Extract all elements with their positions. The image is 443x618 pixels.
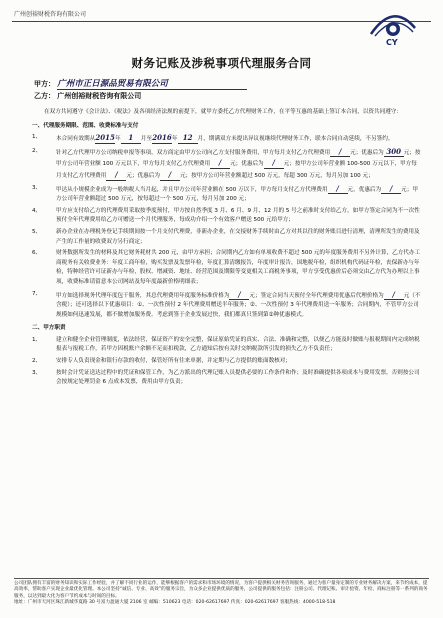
- clause-number: 2、: [32, 147, 42, 154]
- party-a-field: [57, 77, 247, 90]
- clause-seg: 年: [115, 136, 121, 143]
- party-a-name: 广州市正日源品贸易有限公司: [57, 79, 168, 89]
- page-title: 财务记账及涉税事项代理服务合同: [131, 56, 312, 70]
- clause-seg: 年: [171, 136, 178, 143]
- fee-field: /: [106, 170, 126, 181]
- clause-seg: 元；优惠后为: [126, 172, 160, 179]
- clause-text: [56, 290, 422, 321]
- clause-seg: 甲方如选择现务代理年度包干服务，其总代理费用年度服务标准价格为: [56, 292, 230, 299]
- header-company: 广州创裕财税咨询有限公司: [14, 11, 87, 18]
- clause-2-2: [32, 357, 422, 367]
- clause-2-1: [32, 336, 422, 355]
- clause-1-1: [32, 133, 422, 145]
- fee-field: /: [328, 184, 348, 195]
- clause-number: 6、: [32, 250, 42, 257]
- clause-number: 1、: [32, 134, 42, 141]
- fee-field: /: [381, 184, 401, 195]
- clause-number: 1、: [32, 336, 42, 343]
- clause-text: 财务数据所发生的材料及其它财务耗材共 200 元，由甲方承担；合同期内乙方如有单项收费不超过 500 元的年度服务费用不另外计算，乙方代办工商税务有关收费业务：年度工商年检，购买发票及发票年检，年度汇算清缴报告，年度审计报告，国地税年检，组织机构代码证年检，丧保新办与年检，特种经营许可证新办与年检，股权、增减资、地址、经营范围及期限等变更相关工商税务事项，甲方享受优惠价后必须交由乙方代为办理以上事项，收费标准请留意本公司网站及每年度最新价格明细表；: [56, 250, 421, 285]
- start-year-field: 2015: [95, 133, 115, 143]
- fee-field: /: [229, 290, 249, 301]
- clause-seg: 月，期满双方未提出异议视继续代理财务工作，联本合同自动延续，不另签约。: [197, 136, 394, 143]
- clause-text: 安排专人负责现金和银行存款的收付，保管好所有往来单据，并定期与乙方提供的账面数核对；: [56, 358, 291, 365]
- clause-number: 3、: [32, 369, 42, 376]
- clause-text: 建立和健全企业管理制度，依法经营，保证资产的安全完整，保证原始凭证的真实、合法、准确和完整，以便乙方能及时做账与报税期间内完成纳税报表与报税工作，若甲方因税账户余额不足而扣税款，乙方通知后按有关时交纳税款所引发的损失乙方不负责任；: [56, 336, 420, 353]
- intro-paragraph: 在双方共同遵守《会计法》、《税法》及各项经济法规的前提下，就甲方委托乙方代理财务工作，在平等互惠的基础上签订本合同，以资共同遵守：: [44, 109, 402, 115]
- discount-fee-field: 300: [384, 147, 404, 158]
- clause-text: [56, 147, 422, 182]
- party-b-label: 乙方：: [34, 92, 55, 100]
- end-month-field: 12: [178, 133, 198, 144]
- clause-text: 新办企业在办理税务登记手续期间按一个月支付代理费，非新办企业，在交接财务手续时由乙方对其以往的财务账目进行清理，清理所发生的费用及产生的工作量的收费双方另行商定；: [56, 228, 420, 245]
- fee-field: /: [264, 158, 284, 169]
- clause-seg: 元；按甲方公司年营业额超过 500 万元，每超 300 万元，每月另加 100 元；: [179, 172, 374, 179]
- clause-seg: 元；优惠后为: [350, 149, 384, 156]
- clause-seg: 月至: [140, 136, 152, 143]
- clause-seg: 元；签定合同当天预付全年代理费用优惠后代理价格为: [249, 292, 384, 299]
- clause-text: 甲方应支付给乙方的代理费用采取按季度预付，甲方按自然季度 3 月、6 月、9 月、12 月的 5 号之前准时支付给乙方，如甲方签定合同为不一次性预付全年代理费用给乙方可赠送一个月代理服务，每成功介绍一个有效客户赠送 500 元给甲方；: [56, 207, 420, 224]
- clause-number: 7、: [32, 290, 42, 297]
- clause-seg: 元，优惠后为: [347, 186, 382, 193]
- clause-number: 3、: [32, 184, 42, 191]
- logo-lettering: CY: [386, 38, 398, 47]
- page-footer: [14, 578, 429, 611]
- clause-text: [56, 184, 422, 205]
- party-a-line: [34, 77, 247, 90]
- clause-text: [56, 133, 422, 145]
- fee-field: /: [330, 147, 350, 158]
- clause-1-6: [32, 249, 422, 287]
- footer-note: 公司团队拥有丰富的财务知识和实际工作经验，并了解不同行业的运作，能够根据客户的需求和市场环境的情况，为客户提供相关财务咨询服务，通过为客户量身定制的专业财务解决方案，来节约成本，提高效率，帮助客户实现企业最优化管理。本公司坚持“诚信、专业、高效”的服务宗旨，为众多企业提供优质的服务，公司提供的服务包括：注册公司、代理记账、审计验资、年检、商标注册等一系列的商务服务，以达到最大化为客户节约成本与时间的目标。: [14, 581, 428, 599]
- party-b-name: 广州创裕财税咨询有限公司: [57, 92, 142, 100]
- clause-seg: 元；甲方公司年营业额超过 500 万元，按每超过一个 500 万元，每月另加 200 元；: [56, 186, 418, 203]
- end-year-field: 2016: [152, 133, 172, 143]
- section-2-title: 二、甲方职责: [32, 325, 66, 332]
- clause-seg: 本合同有效期从: [56, 136, 96, 143]
- fee-field: /: [210, 158, 230, 169]
- footer-address: 地址：广州市天河区珠江新城华夏路 30 号富力盈通大厦 2106 室 邮编：510623 电话：020-62617697 传真：020-62617697 客服热线：4000-518-518: [14, 600, 336, 606]
- clause-seg: 元；优惠后为: [230, 161, 264, 168]
- clause-number: 2、: [32, 358, 42, 365]
- clause-1-5: [32, 228, 422, 247]
- start-month-field: 1: [121, 133, 141, 144]
- section-1-title: 一、代理服务期限、范围、收费标准与支付: [32, 122, 139, 129]
- clause-seg: 甲达从小规模企业成为一般纳税人当月起，并且甲方公司年营业额在 500 万以下，甲方每月支付乙方代理费用: [56, 186, 328, 193]
- clause-1-4: [32, 207, 422, 226]
- party-b-line: [34, 91, 141, 101]
- clause-seg: 针对乙方代理甲方公司纳税申报等事项，双方商定由甲方公司向乙方支付服务费用，甲方每月支付乙方代理费用: [56, 149, 331, 156]
- contract-body: [32, 108, 422, 389]
- clause-1-3: [32, 184, 422, 205]
- clause-text: 按时会计凭证送达过程中的凭证和保管工作，为乙方派出的代理记账人员提供必要的工作条件和作；及时准确提供各项成本与费用发票，否则按公司会按规定处理罚金 6 点成本发票，费用由甲方负责；: [56, 369, 420, 386]
- clause-number: 4、: [32, 207, 42, 214]
- fee-field: /: [160, 170, 180, 181]
- fee-field: /: [384, 290, 404, 301]
- clause-seg: 元（不含税）；还可选择以下优惠项目：①、一次性预付 2 年代理费用赠送半年服务；②、一次性预付 3 年代理费用送一年服务；合同期内，不管甲方公司规模如何迅速发展，都不做增加服务费。考虑到签于企业发展过快，我们都真只签到第②种优惠模式。: [56, 292, 421, 318]
- clause-1-7: [32, 290, 422, 321]
- clause-1-2: [32, 147, 422, 182]
- party-a-label: 甲方：: [34, 80, 55, 88]
- clause-number: 5、: [32, 228, 42, 235]
- clause-2-3: [32, 369, 422, 388]
- clause-seg: 元；按甲方公司年营业额 100 万元以下，甲方每月支付乙方代理费用: [56, 149, 421, 168]
- clause-seg: 元；按甲方公司年营业额 100-500 万元以下，甲方每月支付乙方代理费用: [56, 161, 417, 179]
